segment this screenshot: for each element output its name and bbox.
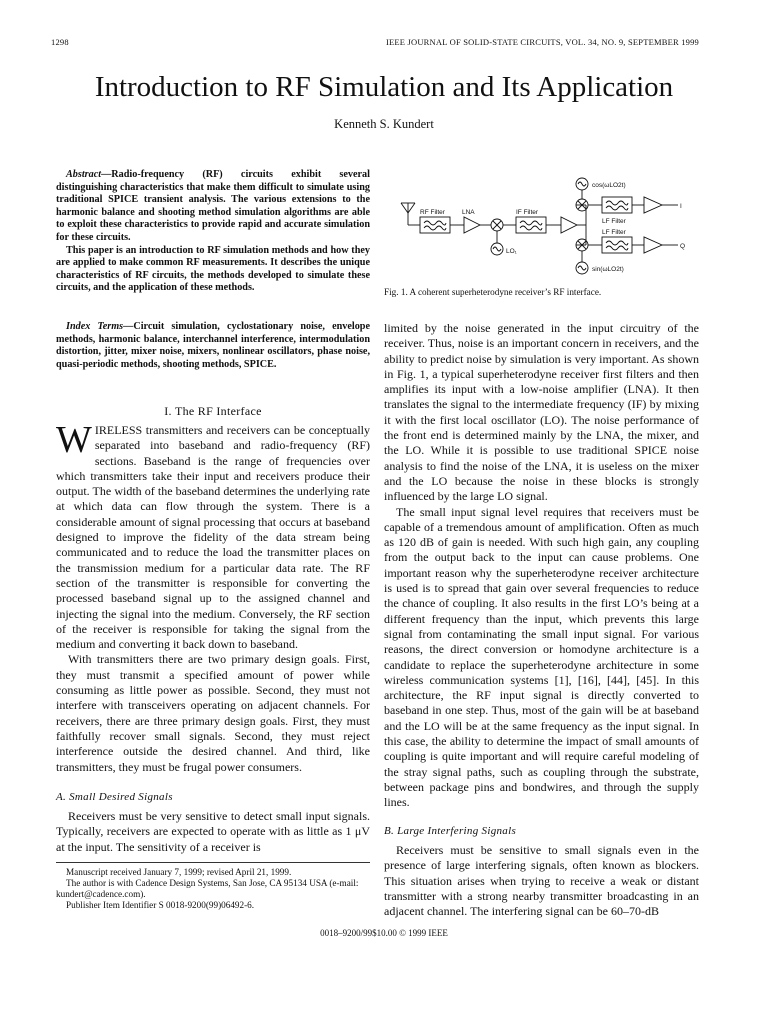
label-output-q: Q xyxy=(680,243,686,250)
journal-header: IEEE JOURNAL OF SOLID-STATE CIRCUITS, VOL. 34, NO. 9, SEPTEMBER 1999 xyxy=(385,37,699,47)
label-sin: sin(ωLO2t) xyxy=(592,266,624,273)
abstract-label: Abstract xyxy=(66,169,102,180)
subsection-a-body xyxy=(56,809,370,855)
figure-caption: Fig. 1. A coherent superheterodyne receiver’s RF interface. xyxy=(384,287,602,297)
index-terms-text: —Circuit simulation, cyclostationary noise, envelope methods, harmonic balance, interchannel interference, intermodulation distortion, jitter, mixer noise, mixers, nonlinear oscillators, phase noise, quasi-periodic methods, shooting methods, SPICE. xyxy=(56,321,370,370)
page-number: 1298 xyxy=(51,37,69,47)
footnote-line-2: The author is with Cadence Design Systems, San Jose, CA 95134 USA (e-mail: kundert@cadence.com). xyxy=(56,878,359,899)
subsection-a-paragraph-1: Receivers must be very sensitive to detect small input signals. Typically, receivers are expected to operate with as little as 1 μV at the input. The sensitivity of a receiver is xyxy=(56,809,370,854)
subsection-b-body xyxy=(384,843,699,919)
label-output-i: I xyxy=(680,203,682,210)
right-paragraph-1: limited by the noise generated in the input circuitry of the receiver. Thus, noise is an important concern in receivers, and the ability to predict noise by simulation is very important. As shown in Fig. 1, a typical superheterodyne receiver first filters and then amplifies its input with a low-noise amplifier (LNA). It then translates the signal to the intermediate frequency (IF) by mixing it with the first local oscillator (LO). The noise performance of the front end is determined mainly by the LNA, the mixer, and the LO. While it is possible to use traditional SPICE noise analysis to find the noise of the LNA, it is useless on the mixer and the LO because the noise in these blocks is strongly influenced by the large LO signal. xyxy=(384,321,699,504)
antenna-icon xyxy=(401,203,415,225)
paper-title: Introduction to RF Simulation and Its Application xyxy=(94,71,674,103)
index-terms-label: Index Terms xyxy=(66,321,124,332)
subsection-b-heading: B. Large Interfering Signals xyxy=(384,825,517,837)
index-terms xyxy=(56,321,370,371)
subsection-b-paragraph-1: Receivers must be sensitive to small signals even in the presence of large interfering signals, often known as blockers. This situation arises when trying to receive a weak or distant transmitter with a strong nearby transmitter broadcasting in an adjacent channel. The interfering signal can be 60–70-dB xyxy=(384,843,699,919)
copyright-line: 0018–9200/99$10.00 © 1999 IEEE xyxy=(320,928,448,938)
subsection-a-heading: A. Small Desired Signals xyxy=(56,791,173,803)
baseband-amp-q xyxy=(644,237,662,253)
right-column-body xyxy=(384,321,699,811)
label-lna: LNA xyxy=(462,209,475,216)
label-if-filter: IF Filter xyxy=(516,209,539,216)
label-lf-filter-top: LF Filter xyxy=(602,218,626,225)
label-lf-filter-bottom: LF Filter xyxy=(602,229,626,236)
footnote-rule xyxy=(56,862,370,863)
section-1-body xyxy=(56,419,370,775)
receiver-diagram xyxy=(396,173,696,285)
figure-1 xyxy=(396,173,696,285)
paper-author: Kenneth S. Kundert xyxy=(334,117,434,131)
abstract-text-2: This paper is an introduction to RF simulation methods and how they are applied to make common RF measurements. It describes the unique characteristics of RF circuits, the methods developed to simulate these circuits, and the application of these methods. xyxy=(56,244,370,294)
label-rf-filter: RF Filter xyxy=(420,209,445,216)
label-lo1: LO₁ xyxy=(506,248,517,255)
section-1-paragraph-2: With transmitters there are two primary design goals. First, they must transmit a specified amount of power while consuming as little power as possible. Second, they must not interfere with transceivers operating on adjacent channels. For receivers, there are three primary design goals. First, they must faithfully recover small signals. Second, they must reject interference outside the desired channel. And third, like transmitters, they must be frugal power consumers. xyxy=(56,652,370,774)
baseband-amp-i xyxy=(644,197,662,213)
footnote xyxy=(56,867,370,911)
dropcap: W xyxy=(56,419,92,461)
right-paragraph-2: The small input signal level requires that receivers must be capable of a tremendous amount of amplification. Often as much as 120 dB of gain is needed. With such high gain, any coupling from the output back to the input can cause problems. One important reason why the superheterodyne receiver architecture is used is to spread that gain over several frequencies to reduce the chance of coupling. It also results in the first LO’s being at a different frequency than the input, which prevents this large signal from contaminating the small input signal. For various reasons, the direct conversion or homodyne architecture is a candidate to replace the superheterodyne architecture in some wireless communication systems [1], [16], [44], [45]. In this architecture, the RF input signal is directly converted to baseband in one step. Thus, most of the gain will be at baseband and the LO will be at the same frequency as the input signal. In this case, the ability to determine the impact of small amounts of coupling is quite important and will require careful modeling of the stray signal paths, such as coupling through the substrate, between package pins and bondwires, and through the supply lines. xyxy=(384,504,699,810)
footnote-line-3: Publisher Item Identifier S 0018-9200(99)06492-6. xyxy=(66,900,255,910)
section-heading-1: I. The RF Interface xyxy=(164,404,262,418)
abstract-text-1: —Radio-frequency (RF) circuits exhibit several distinguishing characteristics that make them difficult to simulate using traditional SPICE transient analysis. The various extensions to the harmonic balance and shooting method simulation algorithms are able to exploit these characteristics to provide rapid and accurate simulation for these circuits. xyxy=(56,169,370,243)
section-1-paragraph-1: IRELESS transmitters and receivers can be conceptually separated into baseband and radio-frequency (RF) sections. Baseband is the range of frequencies over which transmitters take their input and receivers produce their output. The width of the baseband determines the underlying rate at which data can flow through the system. There is a considerable amount of signal processing that occurs at baseband designed to improve the fidelity of the data stream being communicated and to reduce the load the transmitter places on the transmission medium for a particular data rate. The RF section of the transmitter is responsible for converting the processed baseband signal up to the assigned channel and injecting the signal into the medium. Conversely, the RF section of the receiver is responsible for taking the signal from the medium and converting it back down to baseband. xyxy=(56,423,370,652)
label-cos: cos(ωLO2t) xyxy=(592,182,626,189)
abstract xyxy=(56,169,370,295)
footnote-line-1: Manuscript received January 7, 1999; revised April 21, 1999. xyxy=(66,867,292,877)
lna-amplifier xyxy=(464,217,480,233)
if-amplifier xyxy=(561,217,577,233)
